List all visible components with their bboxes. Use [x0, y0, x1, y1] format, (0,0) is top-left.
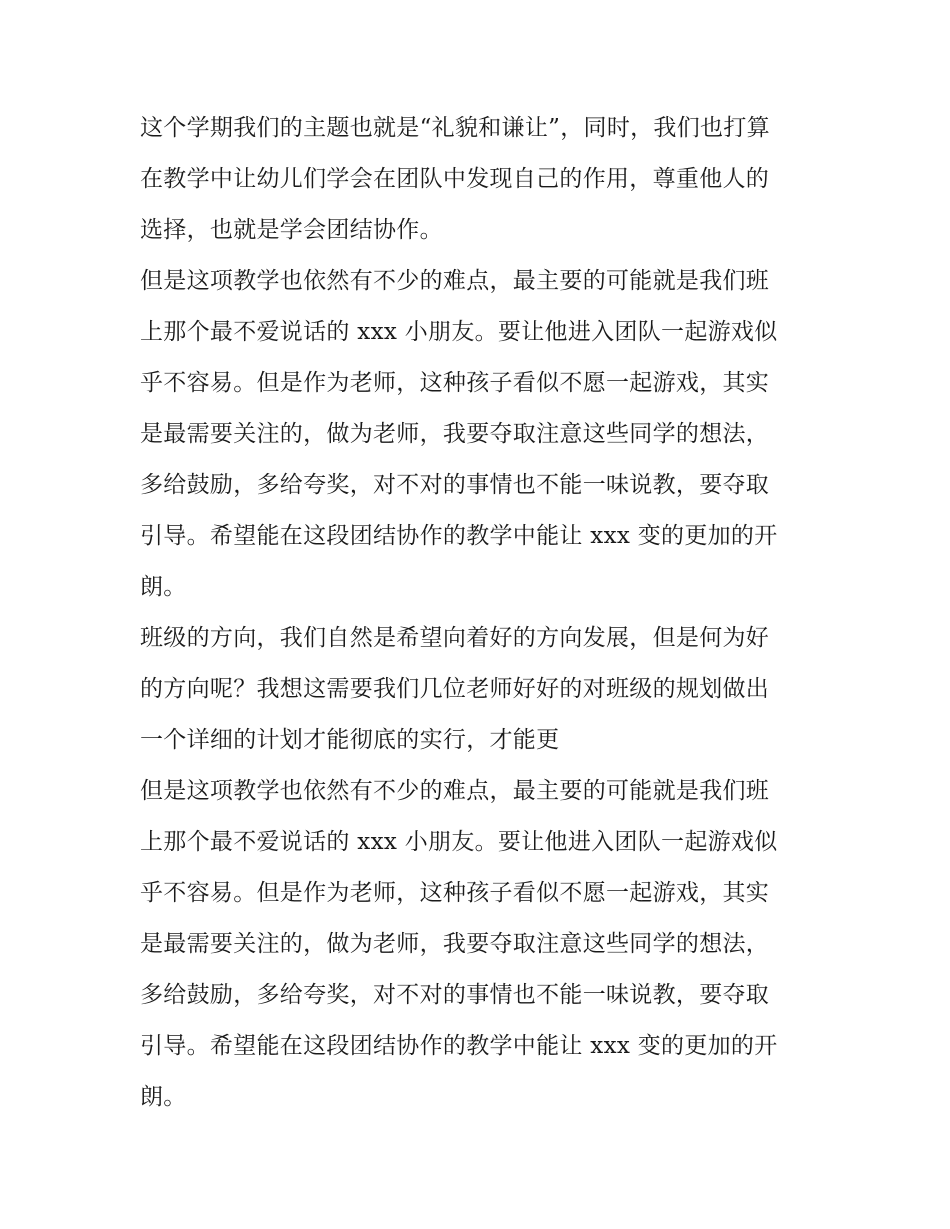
- paragraph-line: 这个学期我们的主题也就是“礼貌和谦让”，同时，我们也打算: [140, 115, 770, 141]
- paragraph-line: 的方向呢？我想这需要我们几位老师好好的对班级的规划做出: [140, 676, 770, 702]
- paragraph-line: 但是这项教学也依然有不少的难点，最主要的可能就是我们班: [140, 268, 770, 294]
- paragraph-line: 乎不容易。但是作为老师，这种孩子看似不愿一起游戏，其实: [140, 880, 770, 906]
- paragraph-line: 多给鼓励，多给夸奖，对不对的事情也不能一味说教，要夺取: [140, 472, 770, 498]
- paragraph-line: 上那个最不爱说话的 xxx 小朋友。要让他进入团队一起游戏似: [140, 829, 778, 855]
- paragraph-line: 上那个最不爱说话的 xxx 小朋友。要让他进入团队一起游戏似: [140, 319, 778, 345]
- paragraph-line: 是最需要关注的，做为老师，我要夺取注意这些同学的想法，: [140, 931, 770, 957]
- paragraph-line: 引导。希望能在这段团结协作的教学中能让 xxx 变的更加的开: [140, 523, 778, 549]
- paragraph-line: 乎不容易。但是作为老师，这种孩子看似不愿一起游戏，其实: [140, 370, 770, 396]
- document-body: [140, 103, 816, 1123]
- paragraph-1: [140, 103, 816, 256]
- paragraph-line: 在教学中让幼儿们学会在团队中发现自己的作用，尊重他人的: [140, 166, 770, 192]
- paragraph-4: [140, 766, 816, 1123]
- paragraph-line: 选择，也就是学会团结协作。: [140, 217, 443, 243]
- paragraph-line: 朗。: [140, 1084, 187, 1110]
- paragraph-line: 是最需要关注的，做为老师，我要夺取注意这些同学的想法，: [140, 421, 770, 447]
- paragraph-line: 班级的方向，我们自然是希望向着好的方向发展，但是何为好: [140, 625, 770, 651]
- paragraph-line: 引导。希望能在这段团结协作的教学中能让 xxx 变的更加的开: [140, 1033, 778, 1059]
- paragraph-line: 但是这项教学也依然有不少的难点，最主要的可能就是我们班: [140, 778, 770, 804]
- paragraph-line: 朗。: [140, 574, 187, 600]
- paragraph-2: [140, 256, 816, 613]
- paragraph-line: 一个详细的计划才能彻底的实行，才能更: [140, 727, 560, 753]
- paragraph-line: 多给鼓励，多给夸奖，对不对的事情也不能一味说教，要夺取: [140, 982, 770, 1008]
- paragraph-3: [140, 613, 816, 766]
